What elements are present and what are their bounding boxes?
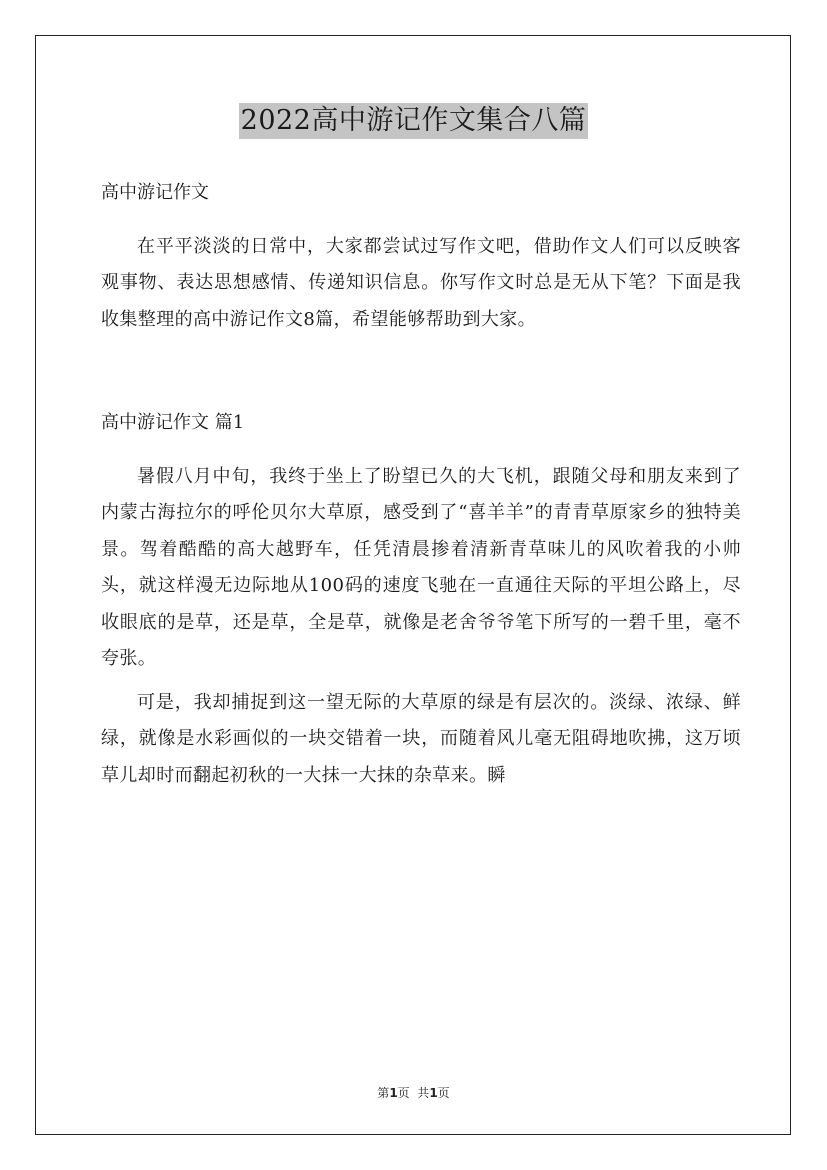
section1-heading: 高中游记作文 篇1 xyxy=(101,412,245,433)
page-footer xyxy=(0,1084,827,1101)
footer-prefix: 第 xyxy=(377,1086,390,1100)
section1-paragraph-2: 可是，我却捕捉到这一望无际的大草原的绿是有层次的。淡绿、浓绿、鲜绿，就像是水彩画似的一块交错着一块，而随着风儿毫无阻碍地吹拂，这万顷草儿却时而翻起初秋的一大抹一大抹的杂草来。瞬 xyxy=(101,691,741,786)
intro-paragraph: 在平平淡淡的日常中，大家都尝试过写作文吧，借助作文人们可以反映客观事物、表达思想感情、传递知识信息。你写作文时总是无从下笔？下面是我收集整理的高中游记作文8篇，希望能够帮助到大家。 xyxy=(101,235,741,330)
footer-mid: 页 共 xyxy=(397,1086,430,1100)
section1-paragraph-1: 暑假八月中旬，我终于坐上了盼望已久的大飞机，跟随父母和朋友来到了内蒙古海拉尔的呼伦贝尔大草原，感受到了“喜羊羊”的青青草原家乡的独特美景。驾着酷酷的高大越野车，任凭清晨掺着清新青草味儿的风吹着我的小帅头，就这样漫无边际地从100码的速度飞驰在一直通往天际的平坦公路上，尽收眼底的是草，还是草，全是草，就像是老舍爷爷笔下所写的一碧千里，毫不夸张。 xyxy=(101,465,741,669)
document-body xyxy=(101,175,741,794)
title-container xyxy=(0,103,827,139)
footer-current-page: 1 xyxy=(389,1086,398,1100)
document-title: 2022高中游记作文集合八篇 xyxy=(239,103,589,139)
footer-suffix: 页 xyxy=(437,1086,450,1100)
footer-total-pages: 1 xyxy=(429,1086,438,1100)
intro-heading: 高中游记作文 xyxy=(101,182,209,203)
